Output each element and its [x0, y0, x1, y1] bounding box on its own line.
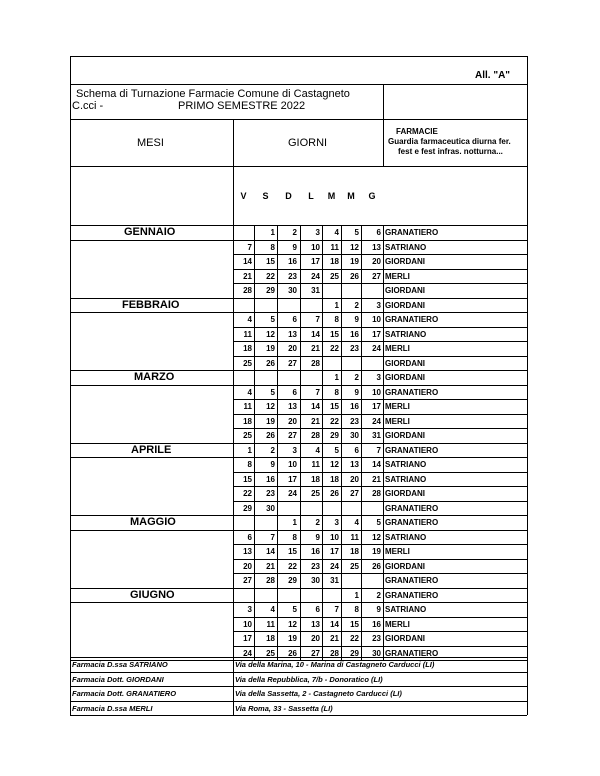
day-cell: 18: [350, 547, 359, 556]
pharmacy-cell: GRANATIERO: [385, 387, 439, 397]
col-header-giorni: GIORNI: [288, 137, 328, 149]
day-cell: 4: [354, 518, 359, 527]
day-cell: 24: [311, 271, 320, 281]
day-cell: 5: [376, 518, 381, 527]
col-header-farmacie: FARMACIE: [396, 127, 438, 136]
grid-column-line: [383, 225, 384, 660]
day-cell: 12: [330, 460, 339, 469]
pharmacy-address: Via Roma, 33 - Sassetta (LI): [235, 703, 333, 713]
day-cell: 9: [292, 242, 297, 252]
day-cell: 1: [334, 300, 339, 310]
day-cell: 14: [311, 329, 320, 339]
pharmacy-cell: SATRIANO: [385, 474, 427, 484]
day-cell: 16: [288, 257, 297, 266]
day-cell: 18: [330, 474, 339, 484]
day-cell: 15: [243, 474, 252, 484]
day-cell: 6: [292, 387, 297, 397]
day-cell: 3: [376, 300, 381, 310]
day-cell: 5: [292, 605, 297, 614]
month-name: MARZO: [134, 371, 175, 383]
grid-column-line: [277, 225, 278, 660]
pharmacy-cell: MERLI: [385, 547, 410, 556]
day-cell: 12: [350, 242, 359, 252]
day-cell: 31: [372, 431, 381, 440]
day-cell: 1: [354, 590, 359, 600]
day-cell: 3: [247, 605, 252, 614]
day-cell: 7: [315, 387, 320, 397]
day-header: G: [368, 191, 376, 201]
row-divider: [70, 385, 527, 386]
attachment-label: All. "A": [475, 70, 511, 81]
day-cell: 26: [288, 648, 297, 658]
month-name: APRILE: [131, 443, 172, 456]
day-cell: 4: [247, 387, 252, 397]
day-cell: 4: [247, 315, 252, 324]
day-cell: 16: [311, 547, 320, 556]
month-name: MAGGIO: [130, 516, 176, 528]
day-header: S: [262, 191, 269, 201]
day-cell: 2: [315, 518, 320, 527]
day-cell: 17: [311, 257, 320, 266]
day-cell: 27: [372, 271, 381, 281]
day-cell: 14: [266, 547, 275, 556]
day-cell: 21: [311, 416, 320, 426]
day-cell: 27: [288, 358, 297, 368]
pharmacy-name: Farmacia Dott. GRANATIERO: [72, 689, 177, 698]
day-cell: 24: [372, 344, 381, 353]
day-cell: 23: [266, 489, 275, 498]
day-cell: 26: [372, 561, 381, 571]
day-cell: 26: [266, 431, 275, 440]
pharmacy-cell: MERLI: [385, 402, 410, 411]
pharmacy-cell: SATRIANO: [385, 460, 427, 469]
day-cell: 29: [330, 431, 339, 440]
day-cell: 13: [350, 460, 359, 469]
day-cell: 14: [243, 257, 252, 266]
day-cell: 12: [372, 532, 381, 542]
day-cell: 10: [330, 532, 339, 542]
day-cell: 15: [288, 547, 297, 556]
day-cell: 30: [311, 576, 320, 585]
pharmacy-cell: GIORDANI: [385, 286, 425, 295]
day-cell: 22: [243, 489, 252, 498]
day-cell: 27: [243, 576, 252, 585]
day-cell: 21: [311, 344, 320, 353]
day-cell: 25: [330, 271, 339, 281]
day-cell: 15: [350, 619, 359, 629]
day-cell: 23: [350, 344, 359, 353]
day-cell: 10: [372, 315, 381, 324]
day-cell: 8: [270, 242, 275, 252]
pharmacy-cell: GRANATIERO: [385, 315, 439, 324]
pharmacy-cell: GIORDANI: [385, 561, 425, 571]
day-cell: 6: [292, 315, 297, 324]
day-cell: 22: [330, 416, 339, 426]
day-cell: 16: [350, 402, 359, 411]
pharmacy-cell: GIORDANI: [385, 257, 425, 266]
day-cell: 30: [350, 431, 359, 440]
day-cell: 19: [372, 547, 381, 556]
pharmacy-cell: MERLI: [385, 619, 410, 629]
day-cell: 9: [354, 387, 359, 397]
day-cell: 23: [311, 561, 320, 571]
day-cell: 30: [266, 503, 275, 513]
row-divider: [70, 530, 527, 531]
day-cell: 25: [243, 358, 252, 368]
day-cell: 29: [243, 503, 252, 513]
day-cell: 1: [270, 228, 275, 237]
day-cell: 4: [270, 605, 275, 614]
day-cell: 29: [288, 576, 297, 585]
pharmacy-name: Farmacia D.ssa MERLI: [72, 703, 153, 713]
day-cell: 14: [330, 619, 339, 629]
pharmacy-address: Via della Repubblica, 7/b - Donoratico (LI): [235, 674, 383, 684]
day-cell: 8: [247, 460, 252, 469]
day-cell: 6: [315, 605, 320, 614]
day-cell: 19: [288, 634, 297, 643]
day-cell: 28: [372, 489, 381, 498]
day-cell: 28: [311, 358, 320, 368]
day-cell: 11: [311, 460, 320, 469]
day-cell: 17: [372, 402, 381, 411]
day-cell: 10: [311, 242, 320, 252]
day-header: M: [347, 191, 355, 201]
day-cell: 30: [288, 286, 297, 295]
day-cell: 25: [311, 489, 320, 498]
day-cell: 2: [292, 228, 297, 237]
day-cell: 9: [376, 605, 381, 614]
pharmacy-cell: GRANATIERO: [385, 228, 439, 237]
day-cell: 20: [243, 561, 252, 571]
day-cell: 29: [266, 286, 275, 295]
day-cell: 13: [311, 619, 320, 629]
day-header: V: [240, 191, 247, 201]
day-cell: 6: [247, 532, 252, 542]
day-cell: 21: [243, 271, 252, 281]
footer-column-line: [233, 657, 234, 715]
day-cell: 29: [350, 648, 359, 658]
day-cell: 16: [266, 474, 275, 484]
day-cell: 12: [266, 402, 275, 411]
header-line-1: [70, 84, 527, 85]
day-cell: 25: [243, 431, 252, 440]
day-cell: 9: [270, 460, 275, 469]
title-line2-left: C.cci -: [72, 100, 104, 112]
pharmacy-name: Farmacia Dott. GIORDANI: [72, 674, 164, 684]
frame-top: [70, 56, 527, 57]
day-cell: 11: [243, 329, 252, 339]
day-cell: 4: [315, 445, 320, 455]
header-vline-farmacie: [383, 84, 384, 166]
day-cell: 3: [315, 228, 320, 237]
month-name: FEBBRAIO: [122, 298, 180, 311]
footer-divider: [70, 715, 527, 716]
day-cell: 7: [376, 445, 381, 455]
col-header-farmacie-desc2: fest e fest infras. notturna...: [398, 147, 503, 156]
day-cell: 9: [354, 315, 359, 324]
day-cell: 5: [270, 387, 275, 397]
pharmacy-address: Via della Sassetta, 2 - Castagneto Carducci (LI): [235, 689, 402, 698]
day-cell: 1: [334, 373, 339, 382]
day-cell: 14: [372, 460, 381, 469]
day-cell: 11: [350, 532, 359, 542]
frame-right: [527, 56, 528, 715]
pharmacy-cell: SATRIANO: [385, 532, 427, 542]
day-cell: 7: [315, 315, 320, 324]
col-header-mesi: MESI: [137, 137, 164, 149]
day-cell: 25: [266, 648, 275, 658]
day-cell: 31: [330, 576, 339, 585]
day-header: M: [327, 191, 336, 201]
day-cell: 15: [330, 402, 339, 411]
pharmacy-cell: GRANATIERO: [385, 503, 439, 513]
day-cell: 26: [330, 489, 339, 498]
day-cell: 12: [288, 619, 297, 629]
day-cell: 3: [376, 373, 381, 382]
day-cell: 13: [288, 329, 297, 339]
day-cell: 9: [315, 532, 320, 542]
day-cell: 28: [266, 576, 275, 585]
day-cell: 8: [354, 605, 359, 614]
day-cell: 26: [350, 271, 359, 281]
pharmacy-cell: GIORDANI: [385, 431, 425, 440]
day-cell: 19: [266, 416, 275, 426]
pharmacy-cell: SATRIANO: [385, 329, 427, 339]
day-cell: 11: [243, 402, 252, 411]
day-cell: 5: [354, 228, 359, 237]
day-cell: 27: [311, 648, 320, 658]
day-cell: 19: [266, 344, 275, 353]
day-cell: 22: [266, 271, 275, 281]
day-cell: 11: [330, 242, 339, 252]
day-cell: 21: [372, 474, 381, 484]
footer-divider: [70, 701, 527, 702]
day-cell: 3: [334, 518, 339, 527]
day-cell: 18: [266, 634, 275, 643]
grid-column-line: [341, 225, 342, 660]
day-cell: 20: [288, 416, 297, 426]
day-cell: 30: [372, 648, 381, 658]
pharmacy-cell: SATRIANO: [385, 605, 427, 614]
pharmacy-address: Via della Marina, 10 - Marina di Castagneto Carducci (LI): [235, 660, 435, 669]
day-cell: 13: [372, 242, 381, 252]
month-name: GENNAIO: [124, 226, 176, 238]
col-header-farmacie-desc1: Guardia farmaceutica diurna fer.: [388, 137, 511, 146]
day-cell: 27: [288, 431, 297, 440]
grid-column-line: [254, 225, 255, 660]
day-cell: 17: [372, 329, 381, 339]
page-title: Schema di Turnazione Farmacie Comune di Castagneto: [76, 88, 350, 100]
day-cell: 24: [288, 489, 297, 498]
day-header: D: [285, 191, 292, 201]
row-divider: [70, 312, 527, 313]
pharmacy-cell: GRANATIERO: [385, 648, 439, 658]
day-cell: 19: [350, 257, 359, 266]
day-cell: 18: [311, 474, 320, 484]
row-divider: [70, 602, 527, 603]
pharmacy-cell: MERLI: [385, 416, 410, 426]
pharmacy-cell: GIORDANI: [385, 358, 425, 368]
day-cell: 2: [354, 300, 359, 310]
day-cell: 7: [270, 532, 275, 542]
day-cell: 22: [288, 561, 297, 571]
pharmacy-cell: GRANATIERO: [385, 518, 439, 527]
grid-bottom-line: [70, 657, 527, 658]
day-cell: 28: [243, 286, 252, 295]
pharmacy-cell: MERLI: [385, 271, 410, 281]
month-name: GIUGNO: [130, 588, 175, 601]
semester-title: PRIMO SEMESTRE 2022: [178, 100, 306, 112]
pharmacy-cell: GRANATIERO: [385, 590, 439, 600]
day-cell: 23: [372, 634, 381, 643]
day-cell: 4: [334, 228, 339, 237]
day-cell: 24: [330, 561, 339, 571]
day-cell: 2: [354, 373, 359, 382]
day-cell: 17: [330, 547, 339, 556]
day-cell: 13: [243, 547, 252, 556]
pharmacy-cell: GRANATIERO: [385, 445, 439, 455]
header-vline-mesi: [233, 119, 234, 225]
day-cell: 20: [350, 474, 359, 484]
day-cell: 16: [372, 619, 381, 629]
day-cell: 8: [334, 387, 339, 397]
footer-divider: [70, 686, 527, 687]
grid-column-line: [233, 225, 234, 660]
row-divider: [70, 457, 527, 458]
day-cell: 12: [266, 329, 275, 339]
pharmacy-cell: GIORDANI: [385, 489, 425, 498]
day-cell: 6: [354, 445, 359, 455]
pharmacy-cell: GRANATIERO: [385, 576, 439, 585]
grid-column-line: [361, 225, 362, 660]
grid-column-line: [322, 225, 323, 660]
day-cell: 31: [311, 286, 320, 295]
day-cell: 24: [372, 416, 381, 426]
day-cell: 20: [311, 634, 320, 643]
grid-column-line: [300, 225, 301, 660]
day-cell: 26: [266, 358, 275, 368]
day-cell: 28: [311, 431, 320, 440]
day-cell: 27: [350, 489, 359, 498]
row-divider: [70, 240, 527, 241]
day-cell: 18: [243, 344, 252, 353]
day-cell: 23: [350, 416, 359, 426]
pharmacy-cell: SATRIANO: [385, 242, 427, 252]
day-cell: 10: [288, 460, 297, 469]
day-cell: 14: [311, 402, 320, 411]
day-cell: 7: [247, 242, 252, 252]
day-cell: 13: [288, 402, 297, 411]
day-cell: 10: [243, 619, 252, 629]
pharmacy-name: Farmacia D.ssa SATRIANO: [72, 660, 168, 669]
day-cell: 17: [288, 474, 297, 484]
pharmacy-cell: GIORDANI: [385, 634, 425, 643]
day-cell: 22: [330, 344, 339, 353]
day-cell: 8: [334, 315, 339, 324]
footer-divider: [70, 672, 527, 673]
day-cell: 1: [247, 445, 252, 455]
day-cell: 17: [243, 634, 252, 643]
day-cell: 21: [330, 634, 339, 643]
day-cell: 20: [372, 257, 381, 266]
day-cell: 5: [270, 315, 275, 324]
day-cell: 7: [334, 605, 339, 614]
day-cell: 22: [350, 634, 359, 643]
day-cell: 2: [270, 445, 275, 455]
day-cell: 25: [350, 561, 359, 571]
day-cell: 11: [266, 619, 275, 629]
pharmacy-cell: GIORDANI: [385, 300, 425, 310]
day-cell: 8: [292, 532, 297, 542]
day-cell: 3: [292, 445, 297, 455]
day-cell: 6: [376, 228, 381, 237]
header-line-2: [70, 119, 527, 120]
day-cell: 28: [330, 648, 339, 658]
day-cell: 15: [330, 329, 339, 339]
day-cell: 16: [350, 329, 359, 339]
day-cell: 10: [372, 387, 381, 397]
day-cell: 2: [376, 590, 381, 600]
day-cell: 15: [266, 257, 275, 266]
day-cell: 23: [288, 271, 297, 281]
day-cell: 5: [334, 445, 339, 455]
day-cell: 20: [288, 344, 297, 353]
day-cell: 18: [243, 416, 252, 426]
day-cell: 21: [266, 561, 275, 571]
pharmacy-cell: MERLI: [385, 344, 410, 353]
pharmacy-cell: GIORDANI: [385, 373, 425, 382]
day-header: L: [308, 191, 314, 201]
header-line-3: [70, 166, 527, 167]
day-cell: 18: [330, 257, 339, 266]
day-cell: 1: [292, 518, 297, 527]
day-cell: 24: [243, 648, 252, 658]
